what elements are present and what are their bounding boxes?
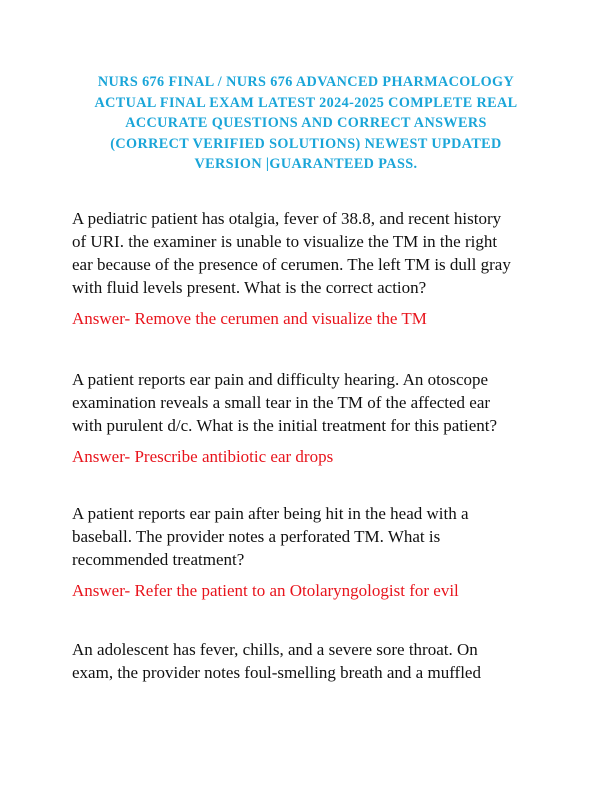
question-line: exam, the provider notes foul-smelling breath and a muffled — [72, 663, 481, 682]
question-block — [72, 638, 552, 684]
question-line: A pediatric patient has otalgia, fever of 38.8, and recent history — [72, 209, 502, 228]
title-line: ACTUAL FINAL EXAM LATEST 2024-2025 COMPLETE REAL — [94, 94, 518, 111]
question-text — [72, 638, 552, 684]
question-line: ear because of the presence of cerumen. The left TM is dull gray — [72, 255, 511, 274]
question-block — [72, 368, 552, 468]
question-line: A patient reports ear pain and difficulty hearing. An otoscope — [72, 370, 489, 389]
title-line: VERSION |GUARANTEED PASS. — [194, 156, 418, 172]
question-text — [72, 207, 552, 299]
question-line: with purulent d/c. What is the initial treatment for this patient? — [72, 416, 498, 435]
question-block — [72, 502, 552, 602]
answer-text: Answer- Remove the cerumen and visualize the TM — [72, 309, 427, 328]
question-text — [72, 502, 552, 571]
title-line: (CORRECT VERIFIED SOLUTIONS) NEWEST UPDATED — [110, 135, 502, 152]
title-line: ACCURATE QUESTIONS AND CORRECT ANSWERS — [125, 115, 487, 131]
question-block — [72, 207, 552, 330]
question-line: A patient reports ear pain after being hit in the head with a — [72, 504, 469, 523]
answer-text: Answer- Refer the patient to an Otolaryngologist for evil — [72, 581, 459, 600]
question-line: examination reveals a small tear in the TM of the affected ear — [72, 393, 491, 412]
question-line: baseball. The provider notes a perforated TM. What is — [72, 527, 441, 546]
question-text — [72, 368, 552, 437]
question-line: recommended treatment? — [72, 550, 245, 569]
question-line: with fluid levels present. What is the correct action? — [72, 278, 427, 297]
question-line: An adolescent has fever, chills, and a severe sore throat. On — [72, 640, 478, 659]
title-line: NURS 676 FINAL / NURS 676 ADVANCED PHARMACOLOGY — [97, 74, 515, 90]
document-title — [60, 72, 552, 175]
answer-text: Answer- Prescribe antibiotic ear drops — [72, 447, 334, 466]
question-line: of URI. the examiner is unable to visualize the TM in the right — [72, 232, 498, 251]
